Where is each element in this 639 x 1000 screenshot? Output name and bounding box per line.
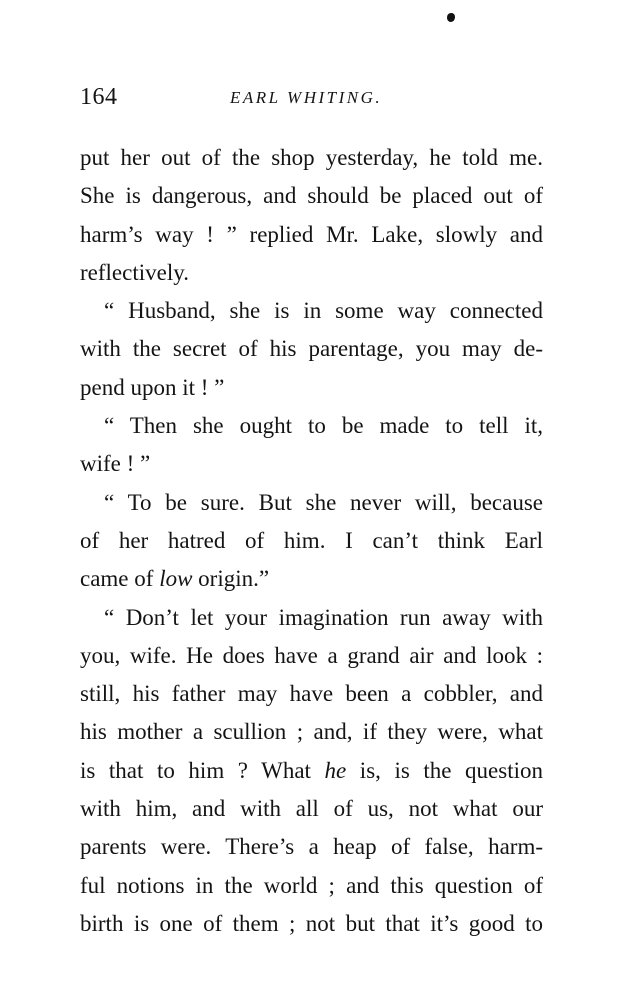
running-title: EARL WHITING.	[230, 88, 383, 107]
text-run: came of	[80, 566, 160, 592]
text-line: his mother a scullion ; and, if they were, what	[80, 719, 543, 745]
text-line	[80, 752, 543, 790]
body-text	[80, 139, 543, 943]
text-line: with the secret of his parentage, you may de-	[80, 336, 543, 362]
italic-word: he	[324, 757, 347, 783]
page-header	[80, 84, 550, 114]
text-line: ful notions in the world ; and this question of	[80, 872, 543, 898]
text-line: of her hatred of him. I can’t think Earl	[80, 527, 543, 553]
ink-blot	[447, 13, 455, 22]
text-run: origin.”	[192, 566, 270, 592]
text-line: wife ! ”	[80, 451, 151, 477]
text-line: parents were. There’s a heap of false, harm-	[80, 834, 543, 860]
paragraph-first-line: “ To be sure. But she never will, because	[104, 489, 543, 515]
text-line: birth is one of them ; not but that it’s good to	[80, 910, 543, 936]
text-line: She is dangerous, and should be placed out of	[80, 183, 543, 209]
text-run: is that to him ? What	[80, 757, 325, 783]
paragraph-first-line: “ Husband, she is in some way connected	[104, 298, 543, 324]
text-line: still, his father may have been a cobbler, and	[80, 681, 543, 707]
text-line: reflectively.	[80, 259, 189, 285]
paragraph-first-line: “ Then she ought to be made to tell it,	[104, 413, 543, 439]
italic-word: low	[159, 566, 193, 592]
text-line: harm’s way ! ” replied Mr. Lake, slowly and	[80, 221, 543, 247]
text-line: put her out of the shop yesterday, he told me.	[80, 145, 543, 170]
text-line: you, wife. He does have a grand air and look :	[80, 642, 543, 668]
text-line: pend upon it ! ”	[80, 374, 225, 400]
text-run: is, is the question	[346, 757, 543, 783]
page-number: 164	[80, 84, 118, 110]
text-line: with him, and with all of us, not what our	[80, 796, 543, 822]
text-line	[80, 560, 543, 598]
paragraph-first-line: “ Don’t let your imagination run away with	[104, 604, 543, 630]
